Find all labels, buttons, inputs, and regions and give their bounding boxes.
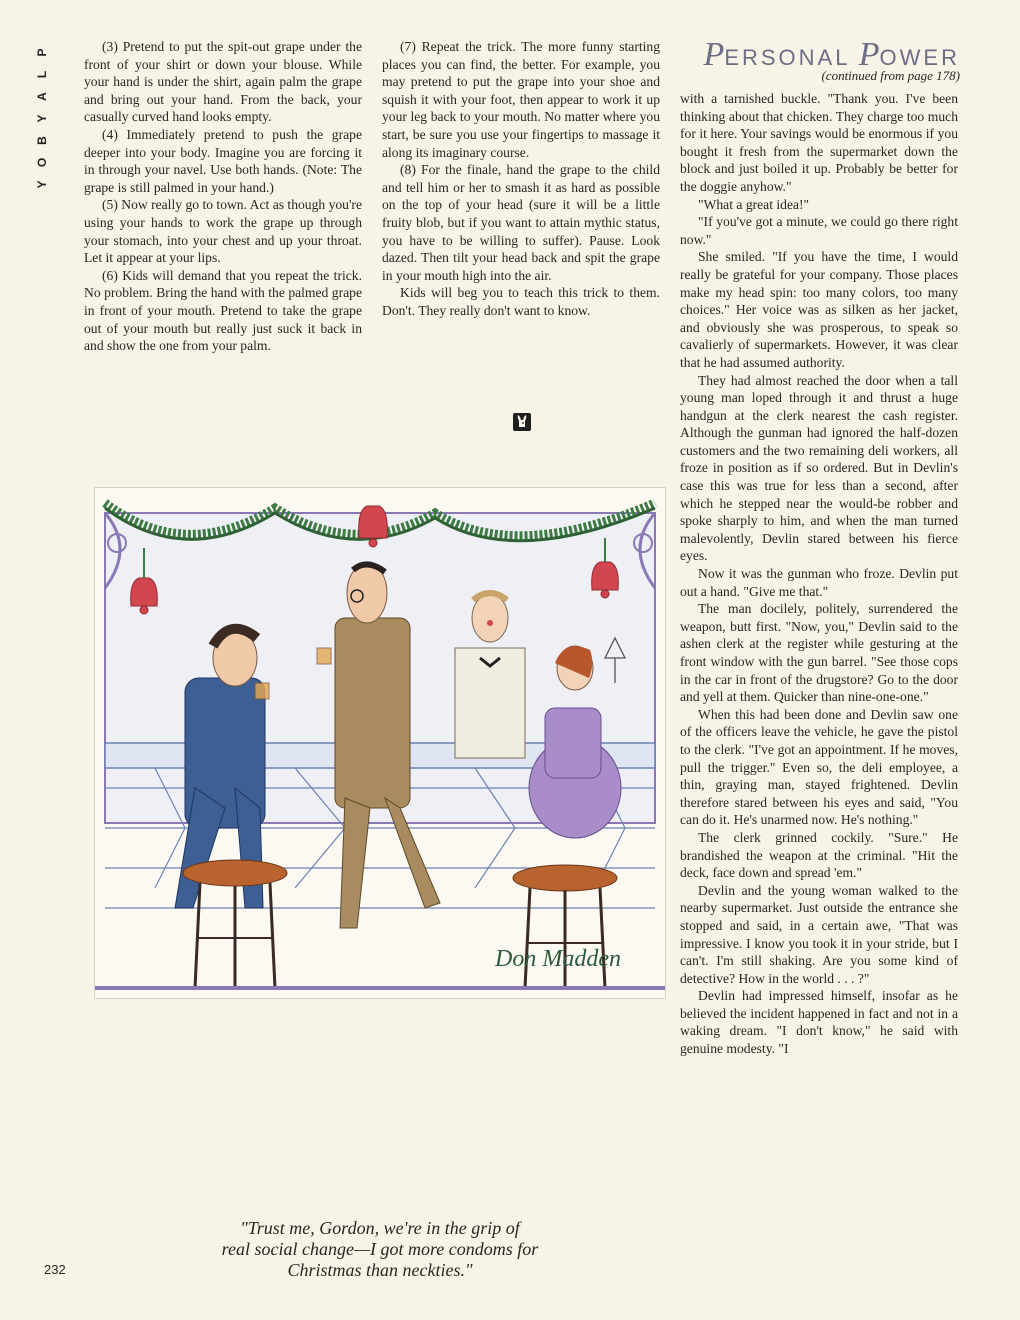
continued-line: (continued from page 178) [821, 68, 960, 83]
artist-signature: Don Madden [495, 946, 621, 972]
paragraph: (3) Pretend to put the spit-out grape under the front of your shirt or down your blouse. While your hand is under the shirt, again palm the grape and bring out your hand. From the back, your casually curved hand looks empty. [84, 39, 362, 125]
paragraph: Now it was the gunman who froze. Devlin put out a hand. "Give me that." [680, 566, 958, 599]
running-head-letter: A [35, 89, 49, 101]
paragraph: "What a great idea!" [698, 196, 810, 212]
paragraph: Kids will beg you to teach this trick to them. Don't. They really don't want to know. [382, 285, 660, 318]
paragraph: They had almost reached the door when a tall young man loped through it and thrust a huge handgun at the clerk nearest the cash register. Although the gunman had ignored the half-dozen customers and the two remaining deli workers, all froze in position as if so ordered. But in Devlin's case this was true for less than a second, after which he stepped near the would-be robber and spoke sharply to him, and when the man turned malevolently, Devlin stared between his fierce eyes. [680, 372, 958, 564]
caption-line: "Trust me, Gordon, we're in the grip of [240, 1218, 520, 1238]
paragraph: Devlin and the young woman walked to the nearby supermarket. Just outside the entrance she stopped and said, in a certain awe, "That was impressive. I know you took it in your stride, but I can't. I'm still shaking. Are you some kind of detective? How in the world . . . ?" [680, 882, 958, 986]
title-initial: P [703, 36, 725, 73]
paragraph: The clerk grinned cockily. "Sure." He brandished the weapon at the criminal. "Hit the deck, face down and spread 'em." [680, 829, 958, 881]
column-1 [84, 38, 362, 355]
paragraph: (6) Kids will demand that you repeat the trick. No problem. Bring the hand with the palmed grape in front of your mouth. Pretend to take the grape out of your mouth but really just suck it back in and show the one from your palm. [84, 267, 362, 354]
running-head-letter: Y [35, 111, 49, 123]
running-head [34, 40, 58, 194]
running-head-letter: O [35, 154, 49, 168]
caption-line: Christmas than neckties." [287, 1260, 473, 1280]
end-mark-icon [513, 413, 531, 431]
running-head-letter: L [35, 67, 49, 79]
paragraph: (5) Now really go to town. Act as though you're using your hands to work the grape up through your stomach, into your chest and up your throat. Let it appear at your lips. [84, 197, 362, 266]
column-3 [680, 90, 958, 1058]
paragraph: (7) Repeat the trick. The more funny starting places you can find, the better. For example, you may pretend to put the grape into your shoe and squish it with your foot, then appear to work it up your leg back to your mouth. No matter where you start, be sure you use your fingertips to massage it along its imaginary course. [382, 39, 660, 160]
paragraph: Devlin had impressed himself, insofar as he believed the incident happened in fact and not in a waking dream. "I don't know," he said with genuine modesty. "I [680, 988, 958, 1057]
page-number: 232 [44, 1262, 66, 1277]
paragraph: with a tarnished buckle. "Thank you. I've been thinking about that chicken. They charge too much for it here. Your savings would be enormous if you bought it fresh from the supermarket down the block and just boiled it up. Probably be better for the doggie anyhow." [680, 91, 958, 194]
title-initial: P [858, 36, 880, 73]
paragraph: She smiled. "If you have the time, I would really be grateful for your company. Those places make my head spin: too many colors, too many choices." Her voice was as silken as her jacket, and obviously she was prosperous, to speak so cavalierly of supermarkets. However, it was clear that he had assumed authority. [680, 249, 958, 370]
running-head-letter: B [35, 133, 49, 145]
paragraph: The man docilely, politely, surrendered the weapon, butt first. "Now, you," Devlin said to the ashen clerk at the register while gesturing at the front window with the gun barrel. "See those cops in the car in front of the drugstore? Go to the door and yell at them. Quicker than nine-one-one." [680, 601, 958, 705]
cartoon-caption [160, 1218, 600, 1281]
title-part: ERSONAL [724, 45, 859, 70]
paragraph: When this had been done and Devlin saw one of the officers leave the vehicle, he gave the pistol to the clerk. "I've got an appointment. If he moves, pull the trigger." Even so, the deli employee, a thin, graying man, stayed frightened. Devlin therefore stared between his eyes and said, "You can do it. He's unarmed now. He's nothing." [680, 706, 958, 828]
title-part: OWER [879, 45, 960, 70]
running-head-letter: P [35, 45, 49, 57]
column-2 [382, 38, 660, 320]
running-head-letter: Y [35, 177, 49, 189]
paragraph: "If you've got a minute, we could go there right now." [680, 214, 958, 247]
paragraph: (8) For the finale, hand the grape to the child and tell him or her to smash it as hard as possible on the top of your head (sure it will be a little fruity blob, but if you want to attain mythic status, you have to be willing to suffer). Pause. Look dazed. Then tilt your head back and spit the grape in your mouth high into the air. [382, 162, 660, 283]
caption-line: real social change—I got more condoms for [221, 1239, 539, 1259]
cartoon-illustration [94, 487, 666, 999]
paragraph: (4) Immediately pretend to push the grape deeper into your body. Imagine you are forcing it in through your navel. Use both hands. (Note: The grape is still palmed in your hand.) [84, 126, 362, 195]
